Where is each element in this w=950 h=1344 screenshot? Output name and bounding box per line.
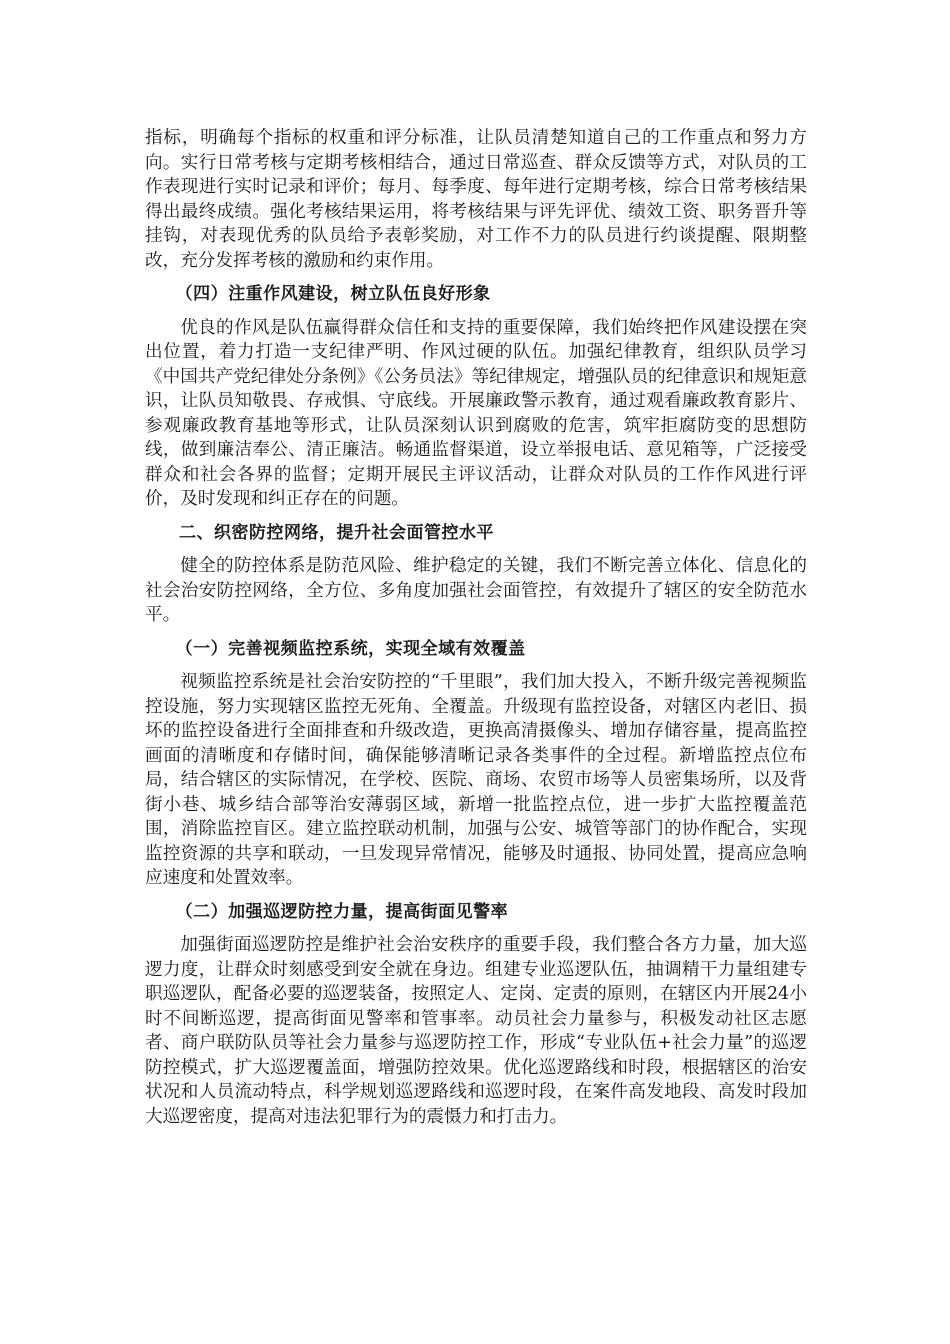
paragraph-assessment-continued: 指标，明确每个指标的权重和评分标准，让队员清楚知道自己的工作重点和努力方向。实行日常考核与定期考核相结合，通过日常巡查、群众反馈等方式，对队员的工作表现进行实时记录和评价；每月、每季度、每年进行定期考核，综合日常考核结果得出最终成绩。强化考核结果运用，将考核结果与评先评优、绩效工资、职务晋升等挂钩，对表现优秀的队员给予表彰奖励，对工作不力的队员进行约谈提醒、限期整改，充分发挥考核的激励和约束作用。 — [145, 128, 807, 271]
subheading-patrol: （二）加强巡逻防控力量，提高街面见警率 — [175, 901, 509, 922]
paragraph-work-style: 优良的作风是队伍赢得群众信任和支持的重要保障，我们始终把作风建设摆在突出位置，着力打造一支纪律严明、作风过硬的队伍。加强纪律教育，组织队员学习《中国共产党纪律处分条例》《公务员法》等纪律规定，增强队员的纪律意识和规矩意识，让队员知敬畏、存戒惧、守底线。开展廉政警示教育，通过观看廉政教育影片、参观廉政教育基地等形式，让队员深刻认识到腐败的危害，筑牢拒腐防变的思想防线，做到廉洁奉公、清正廉洁。畅通监督渠道，设立举报电话、意见箱等，广泛接受群众和社会各界的监督；定期开展民主评议活动，让群众对队员的工作作风进行评价，及时发现和纠正存在的问题。 — [145, 317, 807, 509]
subheading-video-surveillance: （一）完善视频监控系统，实现全域有效覆盖 — [175, 638, 526, 659]
paragraph-prevention-intro: 健全的防控体系是防范风险、维护稳定的关键，我们不断完善立体化、信息化的社会治安防控网络，全方位、多角度加强社会面管控，有效提升了辖区的安全防范水平。 — [145, 556, 807, 625]
section-heading-prevention-network: 二、织密防控网络，提升社会面管控水平 — [179, 522, 494, 543]
paragraph-video-surveillance: 视频监控系统是社会治安防控的“千里眼”，我们加大投入，不断升级完善视频监控设施，努力实现辖区监控无死角、全覆盖。升级现有监控设备，对辖区内老旧、损坏的监控设备进行全面排查和升级改造，更换高清摄像头、增加存储容量，提高监控画面的清晰度和存储时间，确保能够清晰记录各类事件的全过程。新增监控点位布局，结合辖区的实际情况，在学校、医院、商场、农贸市场等人员密集场所，以及背街小巷、城乡结合部等治安薄弱区域，新增一批监控点位，进一步扩大监控覆盖范围，消除监控盲区。建立监控联动机制，加强与公安、城管等部门的协作配合，实现监控资源的共享和联动，一旦发现异常情况，能够及时通报、协同处置，提高应急响应速度和处置效率。 — [145, 672, 807, 888]
subheading-work-style: （四）注重作风建设，树立队伍良好形象 — [175, 284, 491, 304]
paragraph-patrol: 加强街面巡逻防控是维护社会治安秩序的重要手段，我们整合各方力量，加大巡逻力度，让群众时刻感受到安全就在身边。组建专业巡逻队伍，抽调精干力量组建专职巡逻队，配备必要的巡逻装备，按照定人、定岗、定责的原则，在辖区内开展24小时不间断巡逻，提高街面见警率和管事率。动员社会力量参与，积极发动社区志愿者、商户联防队员等社会力量参与巡逻防控工作，形成“专业队伍+社会力量”的巡逻防控模式，扩大巡逻覆盖面，增强防控效果。优化巡逻路线和时段，根据辖区的治安状况和人员流动特点，科学规划巡逻路线和巡逻时段，在案件高发地段、高发时段加大巡逻密度，提高对违法犯罪行为的震慑力和打击力。 — [145, 935, 807, 1127]
document-body — [145, 126, 807, 1138]
